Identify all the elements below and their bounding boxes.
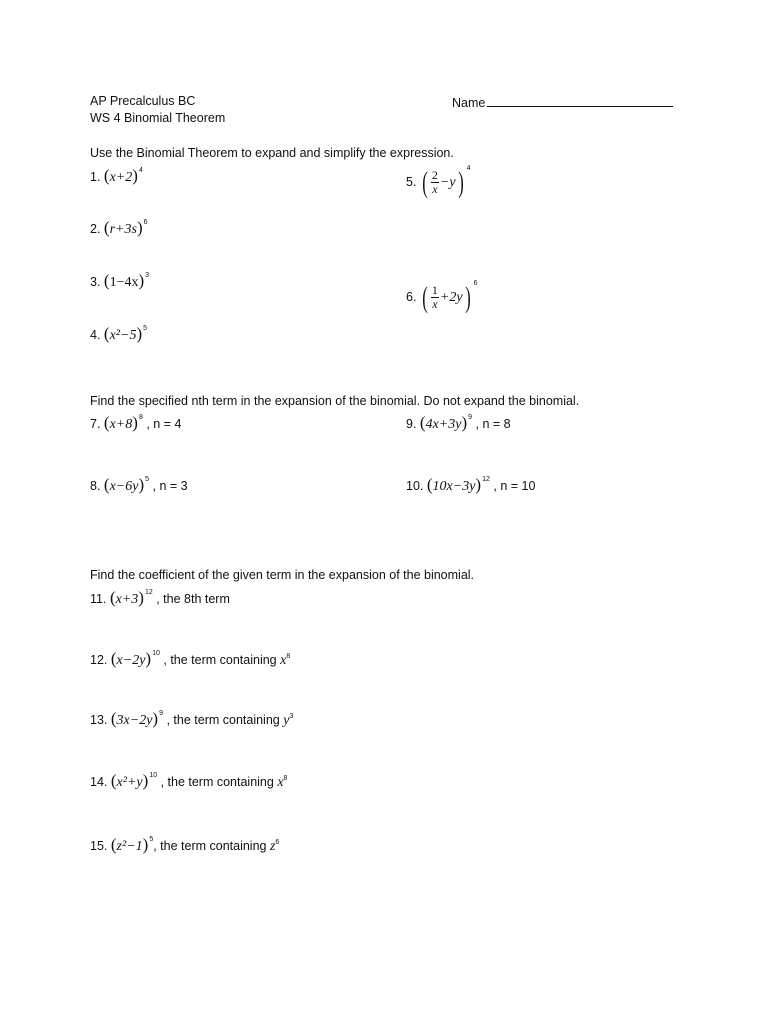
problem-12: 12. $(x-2y)^{10}$ , the term containing $x^8$: [90, 649, 291, 668]
problem-2: 2. $(r+3s)^6$: [90, 218, 148, 237]
name-blank-line: [487, 94, 673, 107]
problem-9: 9. $(4x+3y)^9$ , n = 8: [406, 413, 511, 432]
problem-5: 5. ( $\frac{2}{x}$ −y) $^4$: [406, 165, 471, 199]
section-3-instruction: Find the coefficient of the given term in the expansion of the binomial.: [90, 568, 475, 582]
course-title: AP Precalculus BC: [90, 94, 196, 108]
name-label: Name: [452, 96, 486, 110]
worksheet-title: WS 4 Binomial Theorem: [90, 111, 226, 125]
name-field: [452, 94, 673, 110]
problem-11: 11. $(x+3)^{12}$ , the 8th term: [90, 588, 230, 607]
fraction: $\frac{2}{x}$: [431, 168, 438, 197]
problem-7: 7. $(x+8)^8$ , n = 4: [90, 413, 182, 432]
problem-15: 15. $(z^2-1)^5$, the term containing $z^6$: [90, 835, 280, 854]
problem-6: 6. ( $\frac{1}{x}$ +2y) $^6$: [406, 280, 478, 314]
problem-1: 1. $(x+2)^4$: [90, 166, 143, 185]
problem-3: 3. $(1-4x)^3$: [90, 271, 150, 290]
section-2-instruction: Find the specified nth term in the expansion of the binomial. Do not expand the binomial.: [90, 394, 580, 408]
problem-14: 14. $(x^2+y)^{10}$ , the term containing $x^8$: [90, 771, 288, 790]
problem-8: 8. $(x-6y)^5$ , n = 3: [90, 475, 188, 494]
problem-13: 13. $(3x-2y)^9$ , the term containing $y^3$: [90, 709, 294, 728]
problem-10: 10. $(10x-3y)^{12}$ , n = 10: [406, 475, 536, 494]
fraction: $\frac{1}{x}$: [431, 283, 438, 312]
problem-4: 4. $(x^2-5)^5$: [90, 324, 148, 343]
section-1-instruction: Use the Binomial Theorem to expand and simplify the expression.: [90, 146, 454, 160]
